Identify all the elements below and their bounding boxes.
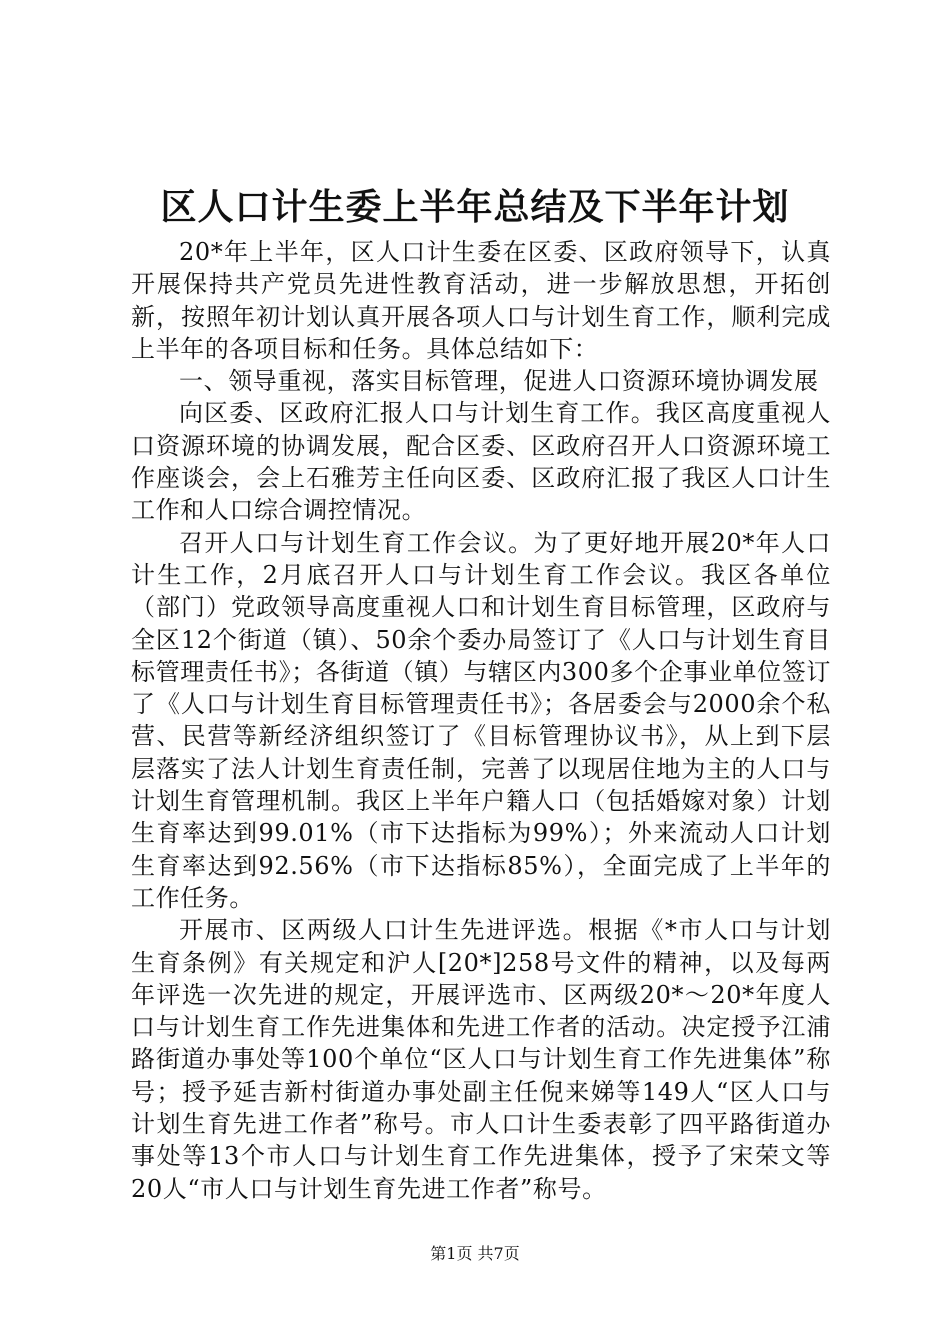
page-footer	[0, 1243, 950, 1265]
paragraph-intro: 20*年上半年，区人口计生委在区委、区政府领导下，认真开展保持共产党员先进性教育活动，进一步解放思想，开拓创新，按照年初计划认真开展各项人口与计划生育工作，顺利完成上半年的各项目标和任务。具体总结如下：	[131, 238, 831, 363]
page-total: 共7页	[477, 1244, 520, 1263]
paragraph-meeting: 召开人口与计划生育工作会议。为了更好地开展20*年人口计生工作，2月底召开人口与计划生育工作会议。我区各单位（部门）党政领导高度重视人口和计划生育目标管理，区政府与全区12个街道（镇）、50余个委办局签订了《人口与计划生育目标管理责任书》；各街道（镇）与辖区内300多个企事业单位签订了《人口与计划生育目标管理责任书》；各居委会与2000余个私营、民营等新经济组织签订了《目标管理协议书》，从上到下层层落实了法人计划生育责任制，完善了以现居住地为主的人口与计划生育管理机制。我区上半年户籍人口（包括婚嫁对象）计划生育率达到99.01%（市下达指标为99%）；外来流动人口计划生育率达到92.56%（市下达指标85%），全面完成了上半年的工作任务。	[131, 528, 831, 912]
document-body	[131, 236, 831, 1205]
paragraph-report: 向区委、区政府汇报人口与计划生育工作。我区高度重视人口资源环境的协调发展，配合区委、区政府召开人口资源环境工作座谈会，会上石雅芳主任向区委、区政府汇报了我区人口计生工作和人口综合调控情况。	[131, 399, 831, 525]
section-heading-1: 一、领导重视，落实目标管理，促进人口资源环境协调发展	[179, 367, 819, 396]
document-title: 区人口计生委上半年总结及下半年计划	[160, 186, 790, 228]
page-number: 第1页	[430, 1244, 473, 1263]
paragraph-awards: 开展市、区两级人口计生先进评选。根据《*市人口与计划生育条例》有关规定和沪人[20*]258号文件的精神，以及每两年评选一次先进的规定，开展评选市、区两级20*～20*年度人口与计划生育工作先进集体和先进工作者的活动。决定授予江浦路街道办事处等100个单位“区人口与计划生育工作先进集体”称号；授予延吉新村街道办事处副主任倪来娣等149人“区人口与计划生育先进工作者”称号。市人口计生委表彰了四平路街道办事处等13个市人口与计划生育工作先进集体，授予了宋荣文等20人“市人口与计划生育先进工作者”称号。	[131, 916, 831, 1203]
